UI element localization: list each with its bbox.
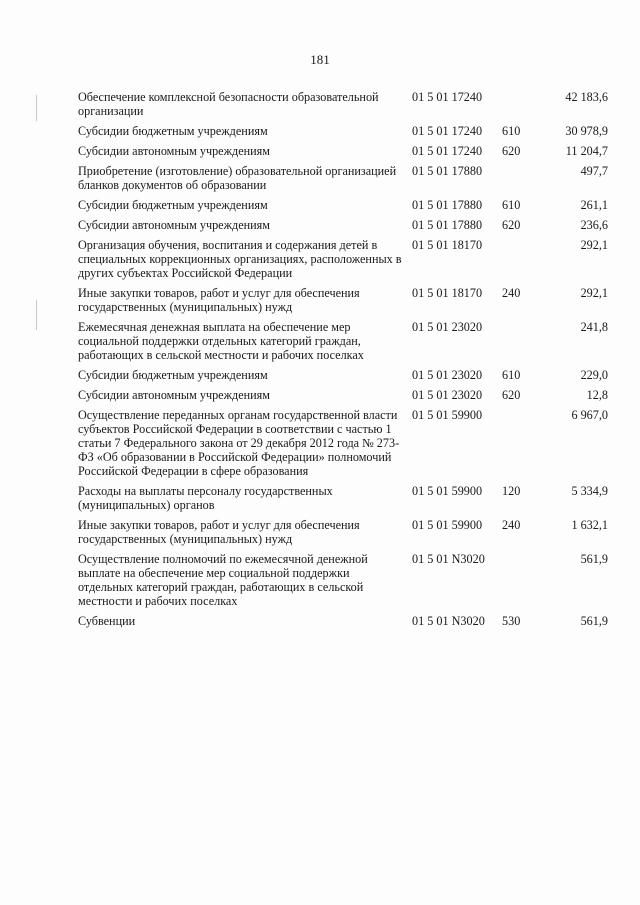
row-name: Ежемесячная денежная выплата на обеспечение мер социальной поддержки отдельных категорий граждан, работающих в сельской местности и рабочих поселках (78, 320, 364, 362)
row-name: Субсидии бюджетным учреждениям (78, 198, 268, 212)
scan-margin-mark (36, 300, 37, 330)
row-amount: 561,9 (580, 614, 608, 628)
row-name: Осуществление полномочий по ежемесячной денежной выплате на обеспечение мер социальной поддержки отдельных категорий граждан, работающих в сельской местности и рабочих поселках (78, 552, 368, 608)
table-row (78, 552, 608, 614)
table-row (78, 518, 608, 552)
row-type: 120 (502, 484, 521, 498)
table-row (78, 388, 608, 408)
row-name: Субсидии автономным учреждениям (78, 218, 270, 232)
row-name: Обеспечение комплексной безопасности образовательной организации (78, 90, 379, 118)
row-type: 610 (502, 198, 521, 212)
row-amount: 12,8 (586, 388, 608, 402)
table-row (78, 238, 608, 286)
row-type (502, 238, 542, 286)
row-type: 610 (502, 124, 521, 138)
table-row (78, 90, 608, 124)
table-row (78, 124, 608, 144)
row-code: 01 5 01 59900 (412, 484, 483, 498)
row-name: Организация обучения, воспитания и содержания детей в специальных коррекционных организациях, расположенных в других субъектах Российской Федерации (78, 238, 402, 280)
row-code: 01 5 01 59900 (412, 518, 483, 532)
row-amount: 292,1 (580, 238, 608, 252)
row-type: 240 (502, 518, 521, 532)
row-name: Субсидии бюджетным учреждениям (78, 368, 268, 382)
row-type: 530 (502, 614, 521, 628)
scan-margin-mark (36, 95, 37, 121)
row-code: 01 5 01 23020 (412, 388, 483, 402)
table-row (78, 368, 608, 388)
row-name: Субвенции (78, 614, 136, 628)
row-code: 01 5 01 N3020 (412, 552, 485, 566)
row-amount: 261,1 (580, 198, 608, 212)
row-type (502, 552, 542, 614)
row-amount: 5 334,9 (571, 484, 608, 498)
table-row (78, 164, 608, 198)
row-amount: 30 978,9 (565, 124, 608, 138)
row-name: Расходы на выплаты персоналу государственных (муниципальных) органов (78, 484, 333, 512)
row-type: 240 (502, 286, 521, 300)
table-row (78, 218, 608, 238)
row-name: Иные закупки товаров, работ и услуг для обеспечения государственных (муниципальных) нужд (78, 286, 360, 314)
table-row (78, 286, 608, 320)
row-type (502, 408, 542, 484)
budget-table (78, 90, 608, 634)
row-type (502, 90, 542, 124)
row-code: 01 5 01 18170 (412, 286, 483, 300)
row-amount: 42 183,6 (565, 90, 608, 104)
row-name: Субсидии автономным учреждениям (78, 144, 270, 158)
row-name: Осуществление переданных органам государственной власти субъектов Российской Федерации в соответствии с частью 1 статьи 7 Федерального закона от 29 декабря 2012 года № 273-ФЗ «Об образовании в Российской Федерации» полномочий Российской Федерации в сфере образования (78, 408, 400, 478)
row-type: 610 (502, 368, 521, 382)
row-amount: 1 632,1 (571, 518, 608, 532)
row-code: 01 5 01 17880 (412, 218, 483, 232)
row-code: 01 5 01 59900 (412, 408, 483, 422)
row-amount: 229,0 (580, 368, 608, 382)
row-code: 01 5 01 17880 (412, 164, 483, 178)
row-amount: 11 204,7 (565, 144, 608, 158)
row-code: 01 5 01 17880 (412, 198, 483, 212)
row-amount: 236,6 (580, 218, 608, 232)
row-type: 620 (502, 218, 521, 232)
row-code: 01 5 01 N3020 (412, 614, 485, 628)
row-code: 01 5 01 17240 (412, 90, 483, 104)
table-row (78, 320, 608, 368)
row-type: 620 (502, 144, 521, 158)
row-amount: 497,7 (580, 164, 608, 178)
table-row (78, 614, 608, 634)
row-type: 620 (502, 388, 521, 402)
table-row (78, 198, 608, 218)
row-code: 01 5 01 17240 (412, 144, 483, 158)
row-amount: 241,8 (580, 320, 608, 334)
row-code: 01 5 01 23020 (412, 320, 483, 334)
row-name: Иные закупки товаров, работ и услуг для обеспечения государственных (муниципальных) нужд (78, 518, 360, 546)
row-amount: 561,9 (580, 552, 608, 566)
row-code: 01 5 01 18170 (412, 238, 483, 252)
row-type (502, 164, 542, 198)
row-amount: 292,1 (580, 286, 608, 300)
row-name: Приобретение (изготовление) образовательной организацией бланков документов об образовании (78, 164, 397, 192)
table-row (78, 484, 608, 518)
row-name: Субсидии бюджетным учреждениям (78, 124, 268, 138)
page-number: 181 (310, 52, 330, 67)
table-row (78, 408, 608, 484)
row-code: 01 5 01 17240 (412, 124, 483, 138)
row-name: Субсидии автономным учреждениям (78, 388, 270, 402)
row-amount: 6 967,0 (571, 408, 608, 422)
row-code: 01 5 01 23020 (412, 368, 483, 382)
row-type (502, 320, 542, 368)
table-row (78, 144, 608, 164)
